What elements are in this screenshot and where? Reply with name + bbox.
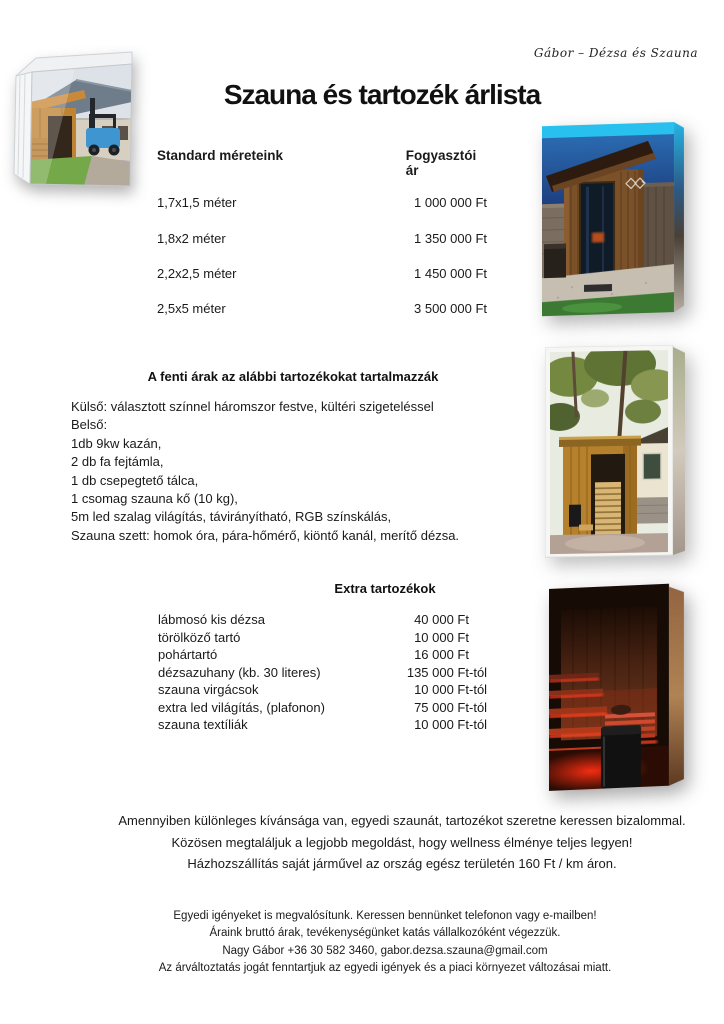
extra-label: dézsazuhany (kb. 30 literes) [158,664,321,680]
extra-row [158,700,491,718]
size-row [157,231,490,246]
included-line: 1 csomag szauna kő (10 kg), [71,491,238,507]
size-row [157,195,490,210]
included-line: 2 db fa fejtámla, [71,454,164,470]
extra-label: lábmosó kis dézsa [158,612,265,627]
outdoor-sauna-dusk-illustration [542,122,684,316]
extra-row [158,630,491,648]
extra-row [158,665,491,683]
extra-row [158,717,491,735]
workshop-book-illustration [6,46,138,192]
extra-label: szauna virgácsok [158,682,259,697]
included-line: Belső: [71,417,108,433]
footer-paragraph [60,908,710,978]
size-row [157,301,490,316]
extra-price: 10 000 Ft [414,717,469,732]
outdoor-sauna-dusk-photo [542,122,684,316]
included-line: 1 db csepegtető tálca, [71,472,199,488]
included-line: Szauna szett: homok óra, pára-hőmérő, kiöntő kanál, merítő dézsa. [71,527,460,543]
closing-line: Közösen megtaláljuk a legjobb megoldást, hogy wellness élménye teljes legyen! [171,834,633,850]
extras-table [158,612,491,735]
page-title: Szauna és tartozék árlista [223,78,541,110]
size-value: 2,5x5 méter [157,301,226,316]
extra-label: extra led világítás, (plafonon) [158,699,325,715]
size-value: 2,2x2,5 méter [157,266,237,281]
footer-line-contact: Nagy Gábor +36 30 582 3460, gabor.dezsa.szauna@gmail.com [222,944,548,957]
extra-row [158,647,491,665]
extra-row [158,682,491,700]
price-value: 3 500 000 Ft [414,301,487,316]
extra-price: 10 000 Ft [414,682,469,697]
footer-line: Áraink bruttó árak, tevékenységünket katás vállalkozóként végezzük. [209,927,561,940]
brand-script: Gábor – Dézsa és Szauna [533,46,698,60]
extra-label: törölköző tartó [158,629,241,645]
workshop-book-photo [6,46,138,192]
closing-line: Házhozszállítás saját járművel az ország egész területén 160 Ft / km áron. [187,856,617,871]
standard-table-header [157,148,490,178]
extra-row [158,612,491,630]
extra-price: 75 000 Ft [414,699,469,715]
price-value: 1 000 000 Ft [414,195,487,210]
footer-line: Az árváltoztatás jogát fenntartjuk az egyedi igények és a piaci környezet változásai miatt. [158,962,612,975]
extra-price-suffix: -tól [469,664,488,680]
footer-line: Egyedi igényeket is megvalósítunk. Keressen bennünket telefonon vagy e-mailben! [173,910,597,922]
extra-price-suffix: -tól [469,717,488,732]
red-led-sauna-illustration [549,583,684,795]
extras-heading: Extra tartozékok [334,581,436,596]
included-line: 1db 9kw kazán, [71,435,162,451]
extra-price: 40 000 Ft [414,612,469,627]
size-value: 1,7x1,5 méter [157,195,237,210]
closing-paragraph [80,810,724,875]
extra-price-suffix: -tól [469,682,488,697]
price-value: 1 450 000 Ft [414,266,487,281]
size-row [157,266,490,281]
included-heading: A fenti árak az alábbi tartozékokat tartalmazzák [147,369,439,384]
closing-line: Amennyiben különleges kívánsága van, egyedi szaunát, tartozékot szeretne keressen bizalommal. [118,813,686,828]
extra-price: 135 000 Ft [406,664,469,680]
extra-price: 10 000 Ft [414,629,469,645]
price-column-header: Fogyasztói ár [405,148,477,178]
included-line: Külső: választott színnel háromszor festve, kültéri szigeteléssel [71,399,434,414]
red-led-sauna-interior-photo [549,583,684,795]
extra-label: pohártartó [158,647,218,662]
size-column-header: Standard méreteink [157,148,284,163]
included-list [71,398,541,545]
garden-sauna-illustration [545,345,685,559]
price-value: 1 350 000 Ft [414,231,487,246]
extra-label: szauna textíliák [158,717,248,732]
included-line: 5m led szalag világítás, távirányítható, RGB színskálás, [71,509,392,525]
extra-price: 16 000 Ft [414,647,469,662]
garden-sauna-trees-photo [545,345,685,559]
size-value: 1,8x2 méter [157,231,226,246]
extra-price-suffix: -tól [469,699,488,715]
